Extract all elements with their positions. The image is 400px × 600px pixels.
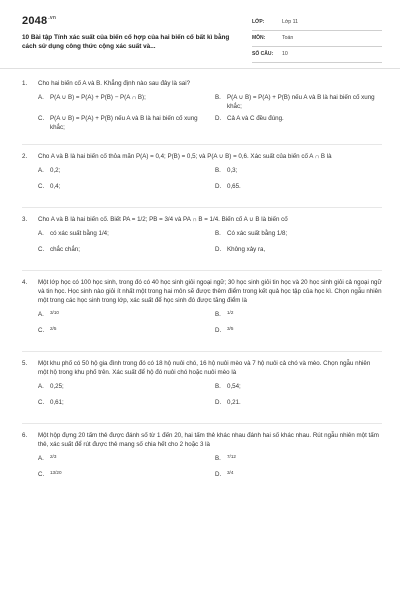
option-a[interactable] — [38, 167, 205, 180]
header-divider — [0, 68, 400, 69]
option-a[interactable] — [38, 455, 205, 468]
option-text: có xác suất bằng 1/4; — [50, 229, 109, 237]
option-a[interactable] — [38, 311, 205, 324]
option-text: P(A ∪ B) = P(A) + P(B) nếu A và B là hai biến cố xung khắc; — [50, 114, 198, 131]
meta-key: LỚP: — [252, 18, 265, 25]
option-text: Cả A và C đều đúng. — [227, 114, 284, 122]
option-text: 0,25; — [50, 382, 64, 390]
option-b[interactable] — [215, 94, 382, 112]
option-letter: B. — [215, 310, 221, 318]
question-4 — [22, 279, 382, 352]
question-5 — [22, 360, 382, 424]
option-letter: C. — [38, 114, 45, 122]
option-text: 0,21. — [227, 398, 241, 406]
question-stem: Một hộp đựng 20 tấm thẻ được đánh số từ 1 đến 20, hai tấm thẻ khác nhau đánh hai số khác nhau. Rút ngẫu nhiên một tấm thẻ, xác suất để rút được thẻ mang số chia hết cho 2 hoặc 3 là — [38, 431, 379, 448]
option-a[interactable] — [38, 230, 205, 243]
option-text: Có xác suất bằng 1/8; — [227, 229, 288, 237]
meta-row-class — [252, 15, 382, 31]
option-text: 0,3; — [227, 166, 238, 174]
question-number: 5. — [22, 359, 28, 367]
option-c[interactable] — [38, 115, 205, 133]
option-a[interactable] — [38, 383, 205, 396]
option-d[interactable] — [215, 246, 382, 259]
option-letter: A. — [38, 382, 44, 390]
option-b[interactable] — [215, 167, 382, 180]
meta-key: MÔN: — [252, 34, 266, 41]
question-3 — [22, 216, 382, 271]
option-text: 3/4 — [227, 469, 234, 475]
option-letter: C. — [38, 326, 45, 334]
option-letter: A. — [38, 166, 44, 174]
option-letter: D. — [215, 470, 222, 478]
question-number: 1. — [22, 80, 28, 87]
question-stem: Một lớp học có 100 học sinh, trong đó có 40 học sinh giỏi ngoại ngữ; 30 học sinh giỏi tin học và 20 học sinh giỏi cả ngoại ngữ và tin học. Học sinh nào giỏi ít nhất một trong hai môn sẽ được thêm điểm trong kết quả học tập của học kì. Chọn ngẫu nhiên một trong các học sinh trong lớp, xác suất để học sinh đó được tăng điểm là — [38, 278, 382, 304]
option-letter: D. — [215, 398, 222, 406]
question-1 — [22, 80, 382, 145]
option-letter: C. — [38, 470, 45, 478]
question-number: 4. — [22, 278, 28, 286]
question-number: 6. — [22, 431, 28, 439]
option-letter: D. — [215, 182, 222, 190]
option-letter: A. — [38, 454, 44, 462]
option-letter: B. — [215, 229, 221, 237]
option-b[interactable] — [215, 383, 382, 396]
option-d[interactable] — [215, 183, 382, 196]
option-text: 0,2; — [50, 166, 61, 174]
question-number: 2. — [22, 152, 28, 160]
logo-main: 2048 — [22, 15, 48, 27]
question-stem: Một khu phố có 50 hộ gia đình trong đó có 18 hộ nuôi chó, 16 hộ nuôi mèo và 7 hộ nuôi cả chó và mèo. Chọn ngẫu nhiên một hộ trong khu phố trên. Xác suất để hộ đó nuôi chó hoặc nuôi mèo là — [38, 359, 371, 376]
option-text: 0,65. — [227, 182, 241, 190]
meta-value: Toán — [282, 34, 294, 41]
option-text: 3/10 — [50, 309, 59, 315]
site-logo[interactable] — [22, 14, 56, 30]
option-text: 0,4; — [50, 182, 61, 190]
option-b[interactable] — [215, 455, 382, 468]
question-stem: Cho A và B là hai biến cố thỏa mãn P(A) = 0,4; P(B) = 0,5; và P(A ∪ B) = 0,6. Xác suất của biến cố A ∩ B là — [38, 152, 332, 160]
option-letter: B. — [215, 382, 221, 390]
option-text: 7/12 — [227, 453, 236, 459]
option-b[interactable] — [215, 311, 382, 324]
option-text: 0,61; — [50, 398, 64, 406]
option-letter: B. — [215, 93, 221, 101]
question-number: 3. — [22, 215, 28, 223]
option-text: 0,54; — [227, 382, 241, 390]
option-text: 3/5 — [227, 325, 234, 331]
option-letter: D. — [215, 114, 222, 122]
option-c[interactable] — [38, 399, 205, 412]
option-text: P(A ∪ B) = P(A) + P(B) nếu A và B là hai biến cố xung khắc; — [227, 93, 375, 110]
option-letter: C. — [38, 245, 45, 253]
option-c[interactable] — [38, 183, 205, 196]
question-6 — [22, 432, 382, 495]
option-c[interactable] — [38, 327, 205, 340]
meta-row-count — [252, 47, 382, 63]
option-text: P(A ∪ B) = P(A) + P(B) − P(A ∩ B); — [50, 93, 146, 101]
question-stem: Cho hai biến cố A và B. Khẳng định nào sau đây là sai? — [38, 80, 191, 87]
question-list — [22, 80, 382, 503]
meta-value: Lớp 11 — [282, 18, 298, 25]
option-d[interactable] — [215, 471, 382, 484]
option-text: 13/20 — [50, 469, 62, 475]
option-letter: C. — [38, 398, 45, 406]
meta-key: SỐ CÂU: — [252, 50, 274, 57]
option-letter: D. — [215, 245, 222, 253]
logo-suffix: .vn — [48, 15, 57, 22]
option-c[interactable] — [38, 246, 205, 259]
option-text: chắc chắn; — [50, 245, 80, 253]
question-2 — [22, 153, 382, 208]
option-c[interactable] — [38, 471, 205, 484]
option-d[interactable] — [215, 399, 382, 412]
option-letter: D. — [215, 326, 222, 334]
option-letter: A. — [38, 229, 44, 237]
option-text: 2/3 — [50, 453, 57, 459]
option-text: 2/5 — [50, 325, 57, 331]
meta-box — [252, 15, 382, 63]
question-stem: Cho A và B là hai biến cố. Biết PA = 1/2; PB = 3/4 và PA ∩ B = 1/4. Biến cố A ∪ B là biến cố — [38, 215, 288, 223]
option-text: 1/2 — [227, 309, 234, 315]
option-letter: A. — [38, 310, 44, 318]
option-b[interactable] — [215, 230, 382, 243]
option-letter: B. — [215, 166, 221, 174]
option-letter: A. — [38, 93, 44, 101]
option-d[interactable] — [215, 115, 382, 133]
document-title: 10 Bài tập Tính xác suất của biến cố hợp của hai biến cố bất kì bằng cách sử dụng công thức cộng xác suất và... — [22, 34, 230, 51]
option-a[interactable] — [38, 94, 205, 112]
page-header — [22, 14, 382, 64]
option-d[interactable] — [215, 327, 382, 340]
meta-row-subject — [252, 31, 382, 47]
option-letter: C. — [38, 182, 45, 190]
option-text: Không xảy ra, — [227, 245, 266, 253]
option-letter: B. — [215, 454, 221, 462]
meta-value: 10 — [282, 50, 288, 57]
